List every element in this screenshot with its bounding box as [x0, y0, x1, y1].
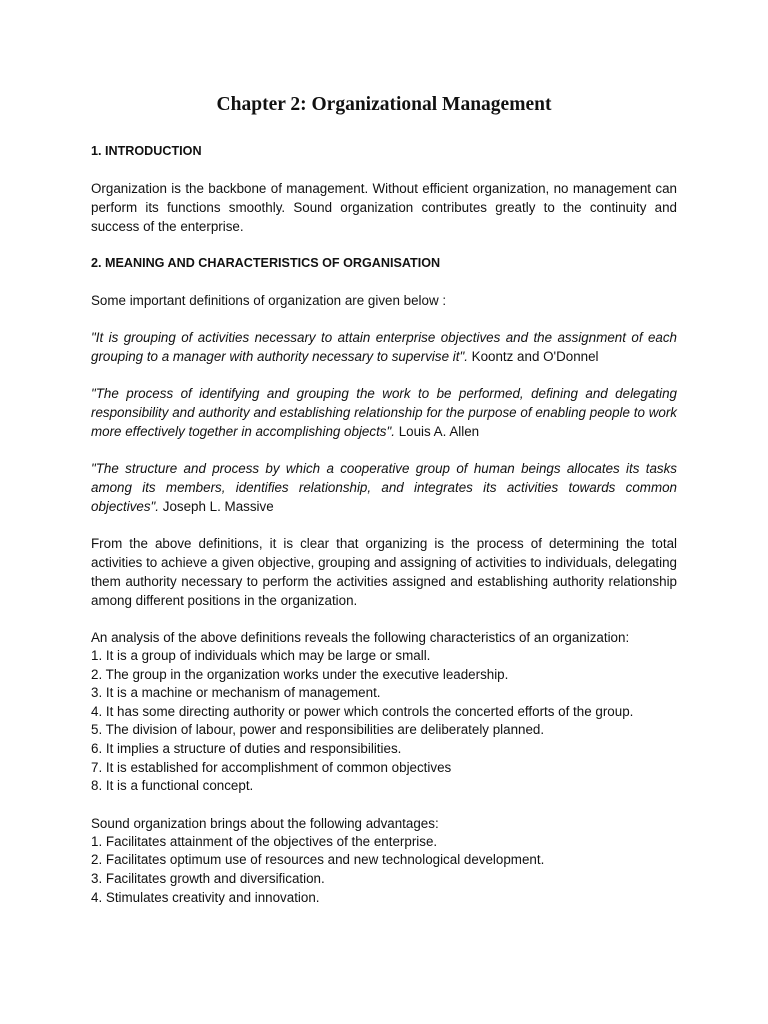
introduction-paragraph: Organization is the backbone of management. Without efficient organization, no management can perform its functions smoothly. Sound organization contributes greatly to the continuity and success of the enterprise. — [91, 181, 677, 234]
summary-paragraph: From the above definitions, it is clear that organizing is the process of determining the total activities to achieve a given objective, grouping and assigning of activities to individuals, delegating them authority necessary to perform the activities assigned and establishing authority relationship among different positions in the organization. — [91, 536, 677, 608]
list-item: 8. It is a functional concept. — [91, 778, 254, 794]
section-heading-introduction: 1. INTRODUCTION — [91, 144, 202, 158]
definition-quote-koontz — [91, 328, 677, 366]
characteristics-intro: An analysis of the above definitions reveals the following characteristics of an organization: — [91, 630, 630, 645]
characteristics-list — [91, 647, 677, 796]
list-item: 6. It implies a structure of duties and responsibilities. — [91, 740, 402, 756]
definition-quote-allen — [91, 384, 677, 441]
quote-text: "The process of identifying and grouping the work to be performed, defining and delegating responsibility and authority and establishing relationship for the purpose of enabling people to work more effectively together in accomplishing objects". — [91, 386, 677, 439]
list-item: 2. The group in the organization works under the executive leadership. — [91, 666, 509, 682]
document-page — [91, 90, 677, 925]
list-item: 1. It is a group of individuals which may be large or small. — [91, 648, 431, 663]
list-item: 3. It is a machine or mechanism of management. — [91, 685, 381, 701]
list-item: 7. It is established for accomplishment of common objectives — [91, 759, 452, 775]
definitions-intro-paragraph: Some important definitions of organization are given below : — [91, 293, 447, 308]
list-item: 4. Stimulates creativity and innovation. — [91, 889, 320, 905]
definition-quote-massive — [91, 459, 677, 516]
list-item: 1. Facilitates attainment of the objectives of the enterprise. — [91, 833, 438, 849]
list-item: 4. It has some directing authority or power which controls the concerted efforts of the group. — [91, 703, 634, 719]
quote-text: "The structure and process by which a cooperative group of human beings allocates its tasks among its members, identifies relationship, and integrates its activities towards common objectives". — [91, 461, 677, 514]
advantages-list — [91, 833, 677, 907]
quote-author: Koontz and O'Donnel — [467, 349, 599, 364]
list-item: 2. Facilitates optimum use of resources and new technological development. — [91, 852, 545, 868]
chapter-title: Chapter 2: Organizational Management — [216, 94, 552, 115]
quote-author: Joseph L. Massive — [159, 499, 274, 514]
section-heading-meaning: 2. MEANING AND CHARACTERISTICS OF ORGANISATION — [91, 256, 441, 270]
list-item: 5. The division of labour, power and responsibilities are deliberately planned. — [91, 722, 545, 738]
quote-author: Louis A. Allen — [394, 424, 480, 439]
advantages-intro: Sound organization brings about the following advantages: — [91, 815, 439, 831]
list-item: 3. Facilitates growth and diversification. — [91, 870, 325, 886]
quote-text: "It is grouping of activities necessary to attain enterprise objectives and the assignment of each grouping to a manager with authority necessary to supervise it". — [91, 330, 677, 364]
